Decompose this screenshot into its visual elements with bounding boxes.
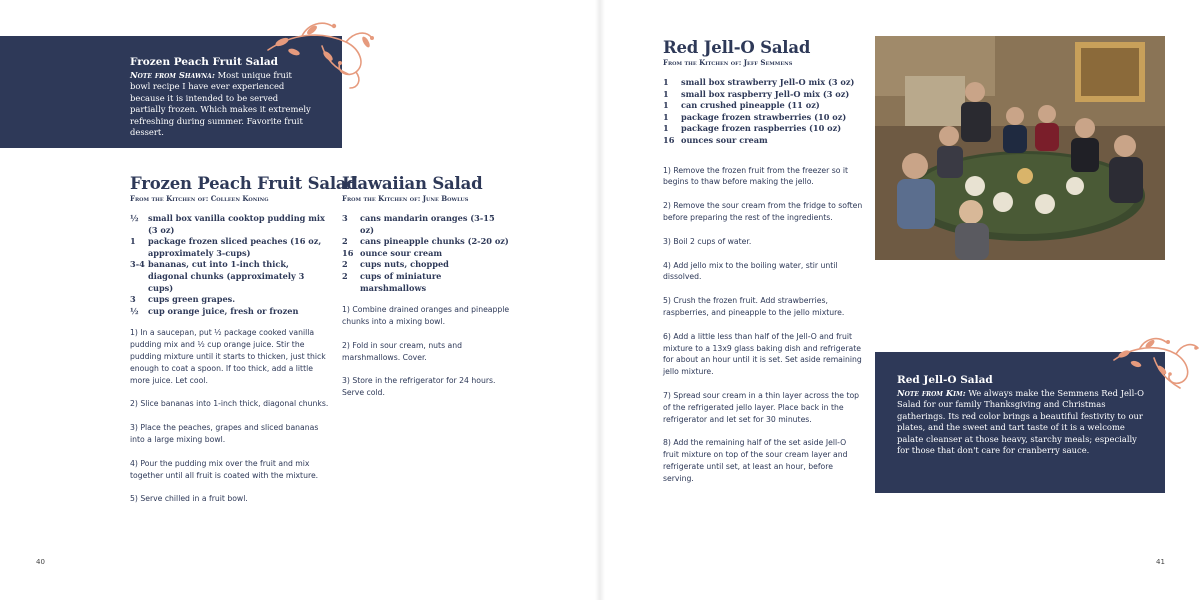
recipe-from: From the Kitchen of: Colleen Koning bbox=[130, 194, 269, 203]
ingredient-row bbox=[130, 294, 330, 306]
ingredient-qty: 2 bbox=[342, 270, 348, 281]
ingredient-text: small box vanilla cooktop pudding mix (3 oz) bbox=[148, 213, 325, 235]
note-box-title: Frozen Peach Fruit Salad bbox=[130, 56, 278, 68]
ingredient-text: small box strawberry Jell-O mix (3 oz) bbox=[681, 77, 855, 87]
note-box-title: Red Jell-O Salad bbox=[897, 374, 993, 386]
ingredient-qty: 1 bbox=[130, 236, 136, 247]
ingredient-list bbox=[663, 77, 863, 147]
ingredient-text: bananas, cut into 1-inch thick, diagonal chunks (approximately 3 cups) bbox=[148, 259, 305, 293]
ingredient-list bbox=[342, 213, 510, 294]
ingredient-row bbox=[130, 213, 330, 236]
step: 2) Remove the sour cream from the fridge to soften before preparing the rest of the ingredients. bbox=[663, 201, 863, 222]
ingredient-row bbox=[663, 89, 863, 101]
ingredient-qty: 1 bbox=[663, 123, 669, 134]
step: 5) Crush the frozen fruit. Add strawberries, raspberries, and pineapple to the jello mixture. bbox=[663, 296, 845, 317]
ingredient-text: package frozen strawberries (10 oz) bbox=[681, 111, 847, 122]
ingredient-row bbox=[342, 248, 510, 260]
recipe-red-jello bbox=[663, 38, 863, 497]
note-label: Note from Shawna: bbox=[130, 70, 215, 80]
ingredient-qty: 3 bbox=[342, 213, 348, 223]
step-list bbox=[663, 165, 863, 485]
step: 1) In a saucepan, put ½ package cooked vanilla pudding mix and ½ cup orange juice. Stir the pudding mixture until it starts to thicken, just thick enough to coat a spoon. If too thick, add a little more juice. Let cool. bbox=[130, 328, 326, 385]
ingredient-qty: 2 bbox=[342, 259, 348, 270]
recipe-hawaiian bbox=[342, 174, 510, 411]
ingredient-text: ounce sour cream bbox=[360, 247, 443, 258]
ingredient-row bbox=[342, 271, 510, 294]
note-label: Note from Kim: bbox=[897, 388, 966, 398]
step-list bbox=[342, 304, 510, 399]
ingredient-row bbox=[342, 213, 510, 236]
ingredient-qty: 3-4 bbox=[130, 259, 145, 270]
ingredient-text: cup orange juice, fresh or frozen bbox=[148, 305, 299, 316]
step-list bbox=[130, 327, 330, 505]
photo-illustration bbox=[875, 36, 1165, 260]
page-number: 40 bbox=[36, 558, 45, 566]
step: 4) Pour the pudding mix over the fruit and mix together until all fruit is coated with the mixture. bbox=[130, 458, 319, 480]
ingredient-row bbox=[663, 77, 863, 89]
note-text: Most unique fruit bowl recipe I have ever experienced because it is intended to be served partially frozen. Which makes it extremely refreshing during summer. Favorite fruit dessert. bbox=[130, 70, 311, 138]
book-gutter bbox=[595, 0, 605, 600]
page-number: 41 bbox=[1156, 558, 1165, 566]
recipe-from: From the Kitchen of: Jeff Semmens bbox=[663, 58, 793, 67]
recipe-from: From the Kitchen of: June Bowlus bbox=[342, 194, 469, 203]
ingredient-text: small box raspberry Jell-O mix (3 oz) bbox=[681, 88, 850, 99]
ingredient-row bbox=[663, 112, 863, 124]
ingredient-qty: ½ bbox=[130, 213, 139, 223]
step: 3) Place the peaches, grapes and sliced bananas into a large mixing bowl. bbox=[130, 423, 319, 444]
recipe-title: Frozen Peach Fruit Salad bbox=[130, 174, 358, 193]
ingredient-text: cups of miniature marshmallows bbox=[360, 270, 442, 293]
step: 1) Remove the frozen fruit from the freezer so it begins to thaw before making the jello. bbox=[663, 165, 849, 187]
ingredient-row bbox=[342, 259, 510, 271]
ingredient-qty: ½ bbox=[130, 305, 139, 316]
ingredient-qty: 1 bbox=[663, 88, 669, 99]
ingredient-qty: 16 bbox=[342, 247, 354, 258]
step: 2) Slice bananas into 1-inch thick, diagonal chunks. bbox=[130, 399, 329, 409]
ingredient-text: cups nuts, chopped bbox=[360, 259, 449, 270]
ingredient-qty: 1 bbox=[663, 100, 669, 111]
step: 2) Fold in sour cream, nuts and marshmallows. Cover. bbox=[342, 340, 462, 362]
ingredient-text: cans pineapple chunks (2-20 oz) bbox=[360, 236, 509, 247]
ingredient-row bbox=[663, 135, 863, 147]
ingredient-text: package frozen sliced peaches (16 oz, approximately 3-cups) bbox=[148, 236, 322, 258]
step: 6) Add a little less than half of the Jell-O and fruit mixture to a 13x9 glass baking dish and refrigerate for about an hour until it is set. Set aside remaining jello mixture. bbox=[663, 331, 862, 377]
ingredient-row bbox=[130, 259, 330, 294]
ingredient-row bbox=[130, 236, 330, 259]
note-text: We always make the Semmens Red Jell-O Salad for our family Thanksgiving and Christmas gatherings. Its red color brings a beautiful festivity to our plates, and the sweet and tart taste of it is a welcome palate cleanser at those heavy, starchy meals; especially for those that don't care for cranberry sauce. bbox=[897, 388, 1144, 456]
ingredient-text: can crushed pineapple (11 oz) bbox=[681, 100, 820, 111]
step: 4) Add jello mix to the boiling water, stir until dissolved. bbox=[663, 260, 838, 282]
ingredient-qty: 2 bbox=[342, 236, 348, 247]
ingredient-row bbox=[342, 236, 510, 248]
ingredient-text: cups green grapes. bbox=[148, 294, 236, 305]
floral-swirl-icon bbox=[1110, 332, 1200, 402]
step: 3) Store in the refrigerator for 24 hours. Serve cold. bbox=[342, 376, 496, 398]
ingredient-text: package frozen raspberries (10 oz) bbox=[681, 123, 842, 134]
ingredient-qty: 16 bbox=[663, 134, 675, 145]
recipe-frozen-peach bbox=[130, 174, 358, 517]
ingredient-text: cans mandarin oranges (3-15 oz) bbox=[360, 213, 495, 235]
ingredient-row bbox=[130, 306, 330, 318]
ingredient-list bbox=[130, 213, 330, 317]
recipe-title: Hawaiian Salad bbox=[342, 174, 483, 193]
step: 7) Spread sour cream in a thin layer across the top of the refrigerated jello layer. Place back in the refrigerator and let set for 30 minutes. bbox=[663, 390, 860, 424]
ingredient-qty: 1 bbox=[663, 77, 669, 87]
step: 8) Add the remaining half of the set aside Jell-O fruit mixture on top of the sour cream layer and refrigerate until set, at least an hour, before serving. bbox=[663, 438, 848, 483]
ingredient-qty: 3 bbox=[130, 294, 136, 305]
step: 3) Boil 2 cups of water. bbox=[663, 236, 752, 246]
ingredient-row bbox=[663, 100, 863, 112]
ingredient-text: ounces sour cream bbox=[681, 134, 768, 145]
ingredient-row bbox=[663, 123, 863, 135]
step: 1) Combine drained oranges and pineapple chunks into a mixing bowl. bbox=[342, 305, 510, 326]
family-dinner-photo bbox=[875, 36, 1165, 260]
step: 5) Serve chilled in a fruit bowl. bbox=[130, 494, 248, 504]
ingredient-qty: 1 bbox=[663, 111, 669, 122]
recipe-title: Red Jell-O Salad bbox=[663, 38, 811, 57]
floral-swirl-icon bbox=[262, 12, 377, 92]
